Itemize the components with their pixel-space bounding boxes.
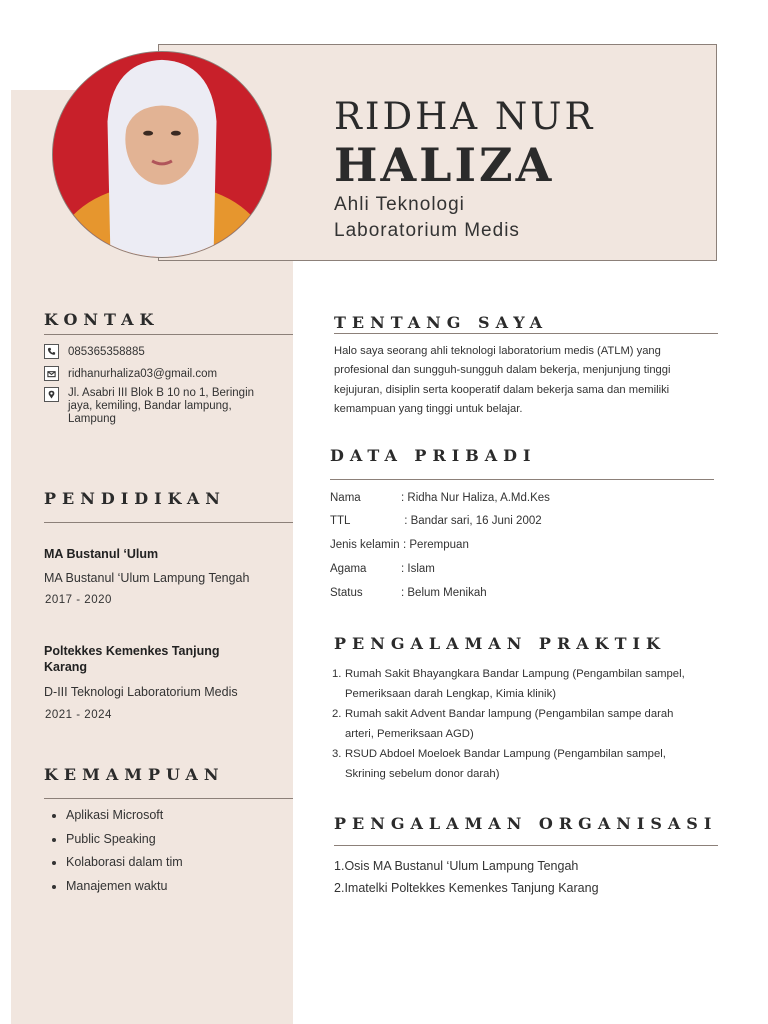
about-line: kejujuran, disiplin serta kooperatif dalam bekerja sama dan memiliki <box>334 383 670 396</box>
practice-line: RSUD Abdoel Moeloek Bandar Lampung (Pengambilan sampel, <box>345 748 666 760</box>
contact-phone <box>44 344 145 359</box>
education-years: 2017 - 2020 <box>45 594 112 606</box>
list-item <box>334 877 599 899</box>
list-number: 3. <box>332 748 342 760</box>
personal-row <box>330 515 542 527</box>
skills-heading: KEMAMPUAN <box>44 765 225 784</box>
about-line: profesional dan sungguh-sungguh dalam bekerja, menjunjung tinggi <box>334 364 671 377</box>
contact-address <box>44 387 268 426</box>
about-text <box>334 342 684 419</box>
job-title <box>334 192 634 244</box>
personal-value: : Perempuan <box>403 539 469 551</box>
divider <box>44 798 293 799</box>
list-item <box>332 704 702 744</box>
education-heading: PENDIDIKAN <box>44 489 226 508</box>
skills-list <box>44 805 183 899</box>
personal-label: Status <box>330 587 363 599</box>
email-address: ridhanurhaliza03@gmail.com <box>68 368 218 380</box>
personal-value: : Bandar sari, 16 Juni 2002 <box>401 515 542 527</box>
contact-heading: KONTAK <box>44 310 160 329</box>
personal-label: TTL <box>330 515 351 527</box>
organization-heading: PENGALAMAN ORGANISASI <box>334 814 718 833</box>
profile-photo <box>52 51 272 258</box>
mail-icon <box>44 366 59 381</box>
phone-icon <box>44 344 59 359</box>
divider <box>334 845 718 846</box>
personal-value: : Belum Menikah <box>401 587 487 599</box>
divider <box>334 333 718 334</box>
personal-label: Agama <box>330 563 367 575</box>
list-item <box>332 664 702 704</box>
about-line: Halo saya seorang ahli teknologi laboratorium medis (ATLM) yang <box>334 345 661 357</box>
divider <box>330 479 714 480</box>
list-item: • Kolaborasi dalam tim <box>66 852 183 876</box>
practice-line: Pemeriksaan darah Lengkap, Kimia klinik) <box>345 688 556 700</box>
list-item <box>334 855 599 877</box>
list-item <box>332 744 702 784</box>
personal-row <box>330 539 469 551</box>
about-heading: TENTANG SAYA <box>334 313 549 332</box>
list-item: • Manajemen waktu <box>66 876 183 900</box>
education-years: 2021 - 2024 <box>45 709 112 721</box>
practice-line: Skrining sebelum donor darah) <box>345 768 500 780</box>
address-line: Lampung <box>68 413 116 425</box>
education-school: MA Bustanul ‘Ulum <box>44 547 159 561</box>
job-title-line: Ahli Teknologi <box>334 194 465 215</box>
personal-label: Nama <box>330 492 361 504</box>
organization-text: Imatelki Poltekkes Kemenkes Tanjung Karang <box>344 881 599 895</box>
divider <box>44 522 293 523</box>
address-text <box>68 387 268 426</box>
practice-list <box>332 664 702 784</box>
education-program: D-III Teknologi Laboratorium Medis <box>44 685 238 699</box>
personal-row <box>330 492 550 504</box>
list-number: 1. <box>332 668 342 680</box>
practice-line: Rumah sakit Advent Bandar lampung (Pengambilan sampe darah <box>345 708 674 720</box>
list-item: • Public Speaking <box>66 829 183 853</box>
list-number: 2. <box>334 881 345 895</box>
address-line: jaya, kemiling, Bandar lampung, <box>68 400 232 412</box>
practice-line: Rumah Sakit Bhayangkara Bandar Lampung (Pengambilan sampel, <box>345 668 685 680</box>
organization-list <box>334 855 599 899</box>
location-pin-icon <box>44 387 59 402</box>
contact-email <box>44 366 217 381</box>
address-line: Jl. Asabri III Blok B 10 no 1, Beringin <box>68 387 255 399</box>
education-program: MA Bustanul ‘Ulum Lampung Tengah <box>44 571 250 585</box>
personal-label: Jenis kelamin <box>330 539 400 551</box>
name-first: RIDHA NUR <box>334 95 596 138</box>
personal-row <box>330 587 487 599</box>
practice-line: arteri, Pemeriksaan AGD) <box>345 728 474 740</box>
organization-text: Osis MA Bustanul ‘Ulum Lampung Tengah <box>344 859 579 873</box>
personal-value: : Ridha Nur Haliza, A.Md.Kes <box>401 492 550 504</box>
job-title-line: Laboratorium Medis <box>334 220 520 241</box>
list-number: 1. <box>334 859 345 873</box>
education-school: Poltekkes Kemenkes Tanjung Karang <box>44 644 220 674</box>
personal-heading: DATA PRIBADI <box>330 446 537 465</box>
list-item: • Aplikasi Microsoft <box>66 805 183 829</box>
name-last: HALIZA <box>334 138 555 192</box>
personal-value: : Islam <box>401 563 435 575</box>
practice-heading: PENGALAMAN PRAKTIK <box>334 634 666 653</box>
about-line: kemampuan yang tinggi untuk belajar. <box>334 402 523 415</box>
divider <box>44 334 293 335</box>
list-number: 2. <box>332 708 342 720</box>
personal-row <box>330 563 435 575</box>
phone-number: 085365358885 <box>68 346 145 358</box>
